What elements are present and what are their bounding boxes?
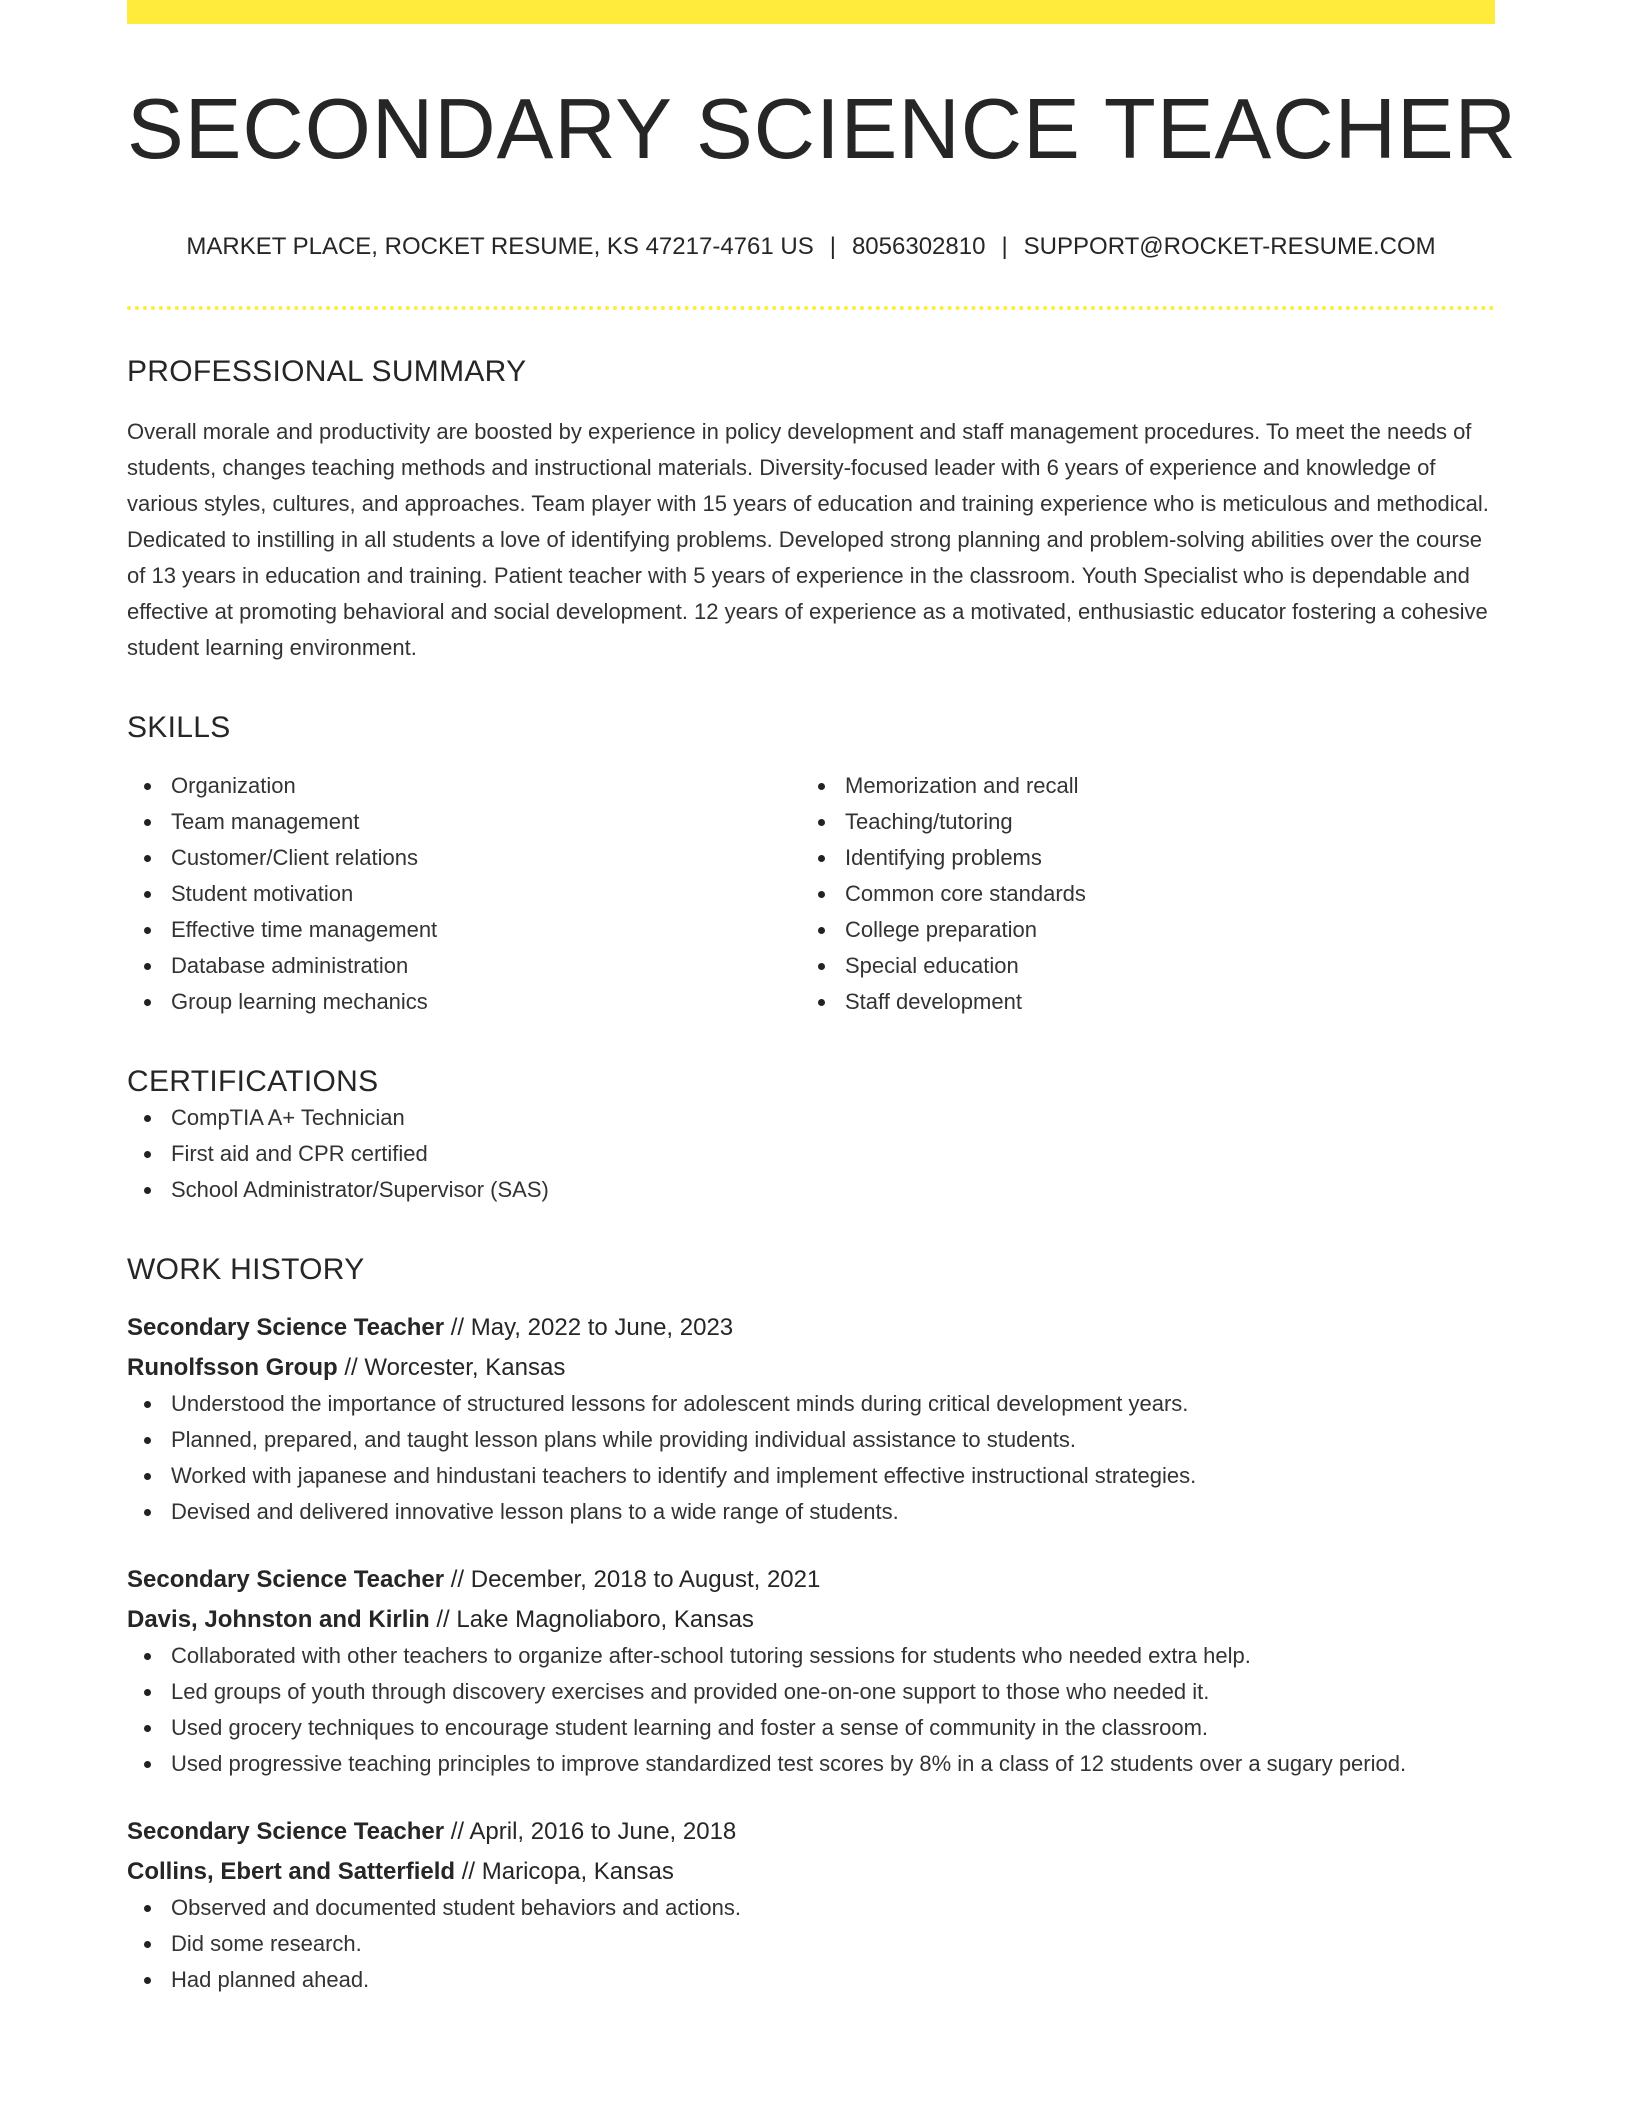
skill-item: Student motivation <box>127 876 801 912</box>
skill-item: Database administration <box>127 948 801 984</box>
skill-item: Common core standards <box>801 876 1475 912</box>
job-bullets <box>127 1890 1495 1998</box>
contact-email: SUPPORT@ROCKET-RESUME.COM <box>1023 233 1436 260</box>
job-location: Worcester, Kansas <box>364 1354 566 1381</box>
section-title-skills: SKILLS <box>127 711 231 744</box>
job-company-line <box>127 1350 1495 1386</box>
job-location: Maricopa, Kansas <box>481 1858 674 1885</box>
job-bullets <box>127 1386 1495 1530</box>
job-bullet: Observed and documented student behaviors and actions. <box>127 1890 1495 1926</box>
jobs-list <box>127 1310 1495 1998</box>
certification-item: CompTIA A+ Technician <box>127 1100 1495 1136</box>
contact-separator: | <box>829 233 836 260</box>
professional-summary-section <box>127 354 1495 666</box>
job-role: Secondary Science Teacher <box>127 1566 445 1593</box>
resume-name-title: SECONDARY SCIENCE TEACHER <box>127 82 1518 177</box>
skill-item: Customer/Client relations <box>127 840 801 876</box>
job-role: Secondary Science Teacher <box>127 1314 445 1341</box>
job-company-line <box>127 1602 1495 1638</box>
skill-item: Organization <box>127 768 801 804</box>
dotted-divider <box>127 306 1495 310</box>
job-title-line <box>127 1310 1495 1346</box>
job-delimiter: // <box>344 1354 358 1381</box>
skill-item: College preparation <box>801 912 1475 948</box>
section-title-summary: PROFESSIONAL SUMMARY <box>127 355 527 388</box>
job-entry <box>127 1814 1495 1998</box>
section-title-certifications: CERTIFICATIONS <box>127 1065 379 1098</box>
accent-top-bar <box>127 0 1495 24</box>
job-company: Davis, Johnston and Kirlin <box>127 1606 430 1633</box>
job-bullets <box>127 1638 1495 1782</box>
job-bullet: Planned, prepared, and taught lesson plans while providing individual assistance to students. <box>127 1422 1495 1458</box>
job-location: Lake Magnoliaboro, Kansas <box>456 1606 754 1633</box>
skills-section <box>127 710 1495 1020</box>
job-delimiter: // <box>450 1566 465 1593</box>
certification-item: First aid and CPR certified <box>127 1136 1495 1172</box>
skills-columns <box>127 768 1495 1020</box>
job-bullet: Used progressive teaching principles to improve standardized test scores by 8% in a class of 12 students over a sugary period. <box>127 1746 1495 1782</box>
skills-column-left <box>127 768 801 1020</box>
resume-page <box>127 0 1518 1998</box>
contact-line <box>127 232 1495 262</box>
job-bullet: Understood the importance of structured lessons for adolescent minds during critical development years. <box>127 1386 1495 1422</box>
job-dates: April, 2016 to June, 2018 <box>469 1818 737 1845</box>
job-title-line <box>127 1562 1495 1598</box>
skills-list-right <box>801 768 1475 1020</box>
skill-item: Staff development <box>801 984 1475 1020</box>
skill-item: Effective time management <box>127 912 801 948</box>
skill-item: Special education <box>801 948 1475 984</box>
skill-item: Identifying problems <box>801 840 1475 876</box>
certification-item: School Administrator/Supervisor (SAS) <box>127 1172 1495 1208</box>
job-bullet: Collaborated with other teachers to organize after-school tutoring sessions for students who needed extra help. <box>127 1638 1495 1674</box>
job-title-line <box>127 1814 1495 1850</box>
skill-item: Team management <box>127 804 801 840</box>
work-history-section <box>127 1252 1495 1998</box>
job-delimiter: // <box>450 1314 465 1341</box>
job-bullet: Led groups of youth through discovery exercises and provided one-on-one support to those who needed it. <box>127 1674 1495 1710</box>
skills-list-left <box>127 768 801 1020</box>
skill-item: Group learning mechanics <box>127 984 801 1020</box>
job-delimiter: // <box>461 1858 476 1885</box>
skill-item: Memorization and recall <box>801 768 1475 804</box>
certifications-list <box>127 1100 1495 1208</box>
job-role: Secondary Science Teacher <box>127 1818 445 1845</box>
job-bullet: Used grocery techniques to encourage student learning and foster a sense of community in the classroom. <box>127 1710 1495 1746</box>
job-company: Runolfsson Group <box>127 1354 338 1381</box>
job-bullet: Worked with japanese and hindustani teachers to identify and implement effective instructional strategies. <box>127 1458 1495 1494</box>
job-bullet: Devised and delivered innovative lesson plans to a wide range of students. <box>127 1494 1495 1530</box>
job-dates: May, 2022 to June, 2023 <box>470 1314 734 1341</box>
certifications-section <box>127 1064 1495 1208</box>
job-entry <box>127 1562 1495 1782</box>
skills-column-right <box>801 768 1475 1020</box>
job-dates: December, 2018 to August, 2021 <box>470 1566 821 1593</box>
job-bullet: Did some research. <box>127 1926 1495 1962</box>
summary-text: Overall morale and productivity are boosted by experience in policy development and staff management procedures. To meet the needs of students, changes teaching methods and instructional materials. Diversity-focused leader with 6 years of experience and knowledge of various styles, cultures, and approaches. Team player with 15 years of education and training experience who is meticulous and methodical. Dedicated to instilling in all students a love of identifying problems. Developed strong planning and problem-solving abilities over the course of 13 years in education and training. Patient teacher with 5 years of experience in the classroom. Youth Specialist who is dependable and effective at promoting behavioral and social development. 12 years of experience as a motivated, enthusiastic educator fostering a cohesive student learning environment. <box>127 419 1489 660</box>
contact-separator: | <box>1001 233 1008 260</box>
section-title-work-history: WORK HISTORY <box>127 1253 365 1286</box>
contact-phone: 8056302810 <box>851 233 986 260</box>
job-bullet: Had planned ahead. <box>127 1962 1495 1998</box>
skill-item: Teaching/tutoring <box>801 804 1475 840</box>
job-delimiter: // <box>450 1818 465 1845</box>
contact-address: MARKET PLACE, ROCKET RESUME, KS 47217-4761 US <box>186 233 814 260</box>
job-delimiter: // <box>436 1606 450 1633</box>
job-company: Collins, Ebert and Satterfield <box>127 1858 456 1885</box>
job-entry <box>127 1310 1495 1530</box>
job-company-line <box>127 1854 1495 1890</box>
